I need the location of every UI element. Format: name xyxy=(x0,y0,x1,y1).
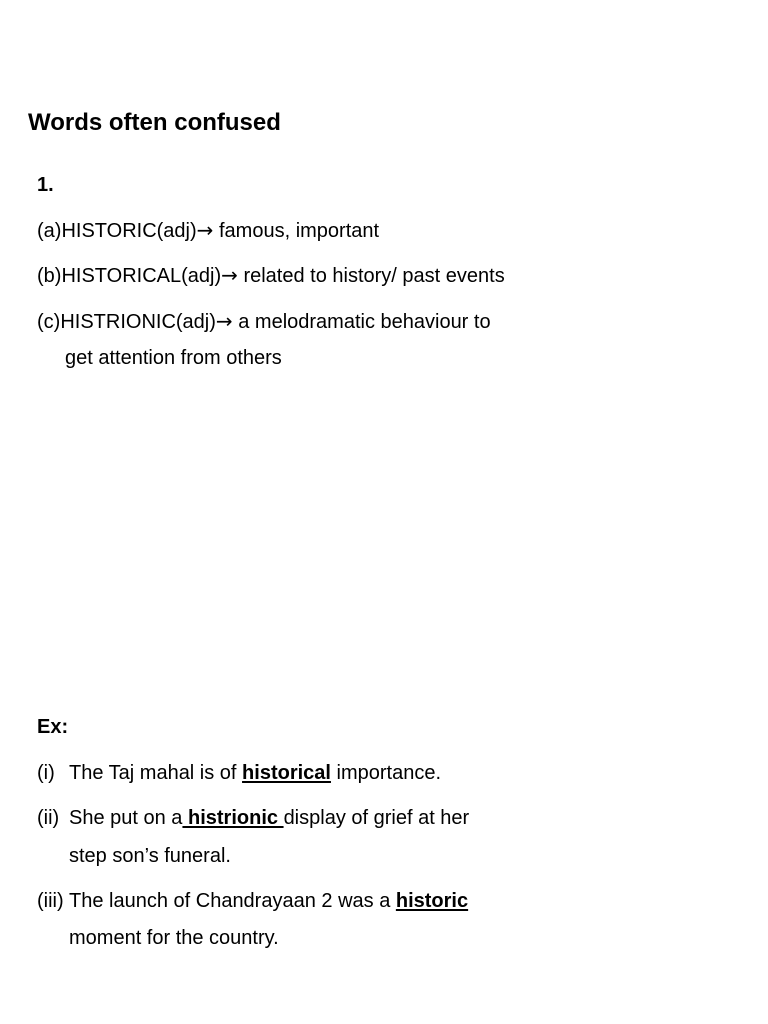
arrow-right-icon: → xyxy=(221,263,238,287)
definition-c-continuation: get attention from others xyxy=(65,347,282,369)
example-iii-continuation: moment for the country. xyxy=(69,927,279,949)
arrow-right-icon: → xyxy=(196,218,214,242)
example-text: The Taj mahal is of historical importance. xyxy=(69,762,442,784)
definition-meaning: famous, important xyxy=(213,220,380,242)
definition-meaning: related to history/ past events xyxy=(237,265,505,287)
example-ii xyxy=(37,805,470,831)
list-marker: (c) xyxy=(37,311,61,333)
list-marker: (a) xyxy=(37,220,62,242)
keyword-highlight: historic xyxy=(395,890,469,912)
list-marker: (i) xyxy=(37,762,55,784)
definition-word: HISTRIONIC(adj) xyxy=(60,311,216,333)
example-text: She put on a histrionic display of grief at her xyxy=(69,807,470,829)
definition-c xyxy=(37,308,491,335)
definition-b xyxy=(37,262,505,289)
keyword-highlight: histrionic xyxy=(182,807,284,829)
arrow-right-icon: → xyxy=(215,309,233,333)
list-marker: (iii) xyxy=(37,890,64,912)
item-number: 1. xyxy=(37,174,54,196)
definition-word: HISTORIC(adj) xyxy=(61,220,197,242)
list-marker: (b) xyxy=(37,265,62,287)
definition-word: HISTORICAL(adj) xyxy=(61,265,222,287)
definition-meaning: a melodramatic behaviour to xyxy=(232,311,491,333)
examples-label: Ex: xyxy=(37,716,69,738)
example-text: The launch of Chandrayaan 2 was a historic xyxy=(69,890,469,912)
page-title: Words often confused xyxy=(28,109,281,136)
example-ii-continuation: step son’s funeral. xyxy=(69,845,231,867)
example-i xyxy=(37,760,442,786)
example-iii xyxy=(37,888,469,914)
definition-a xyxy=(37,217,379,244)
list-marker: (ii) xyxy=(37,807,60,829)
keyword-highlight: historical xyxy=(242,762,331,784)
